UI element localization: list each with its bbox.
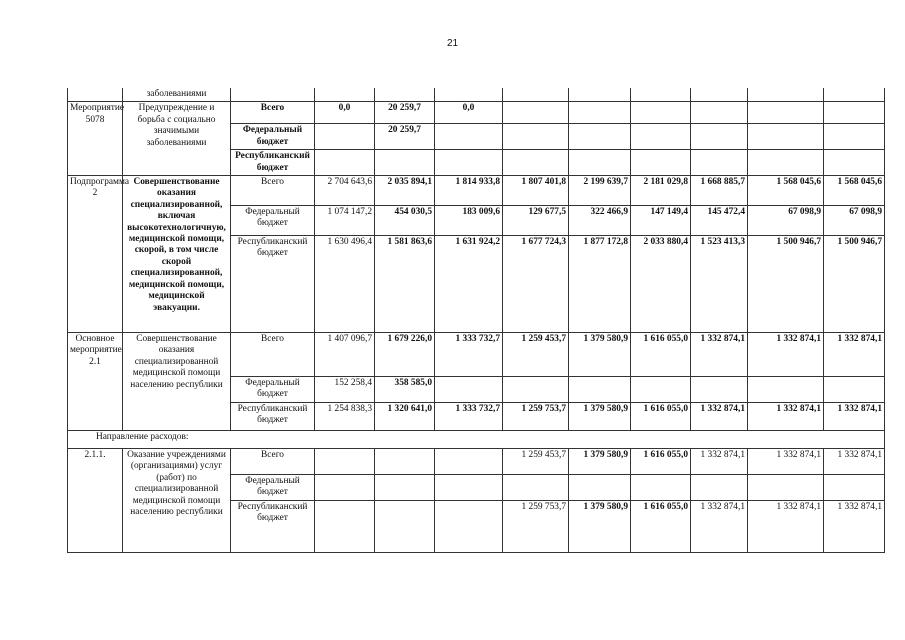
source-label: Всего bbox=[231, 176, 315, 206]
value-cell: 2 704 643,6 bbox=[315, 176, 375, 206]
value-cell bbox=[569, 150, 631, 176]
value-cell: 1 407 096,7 bbox=[315, 333, 375, 377]
continuation-text: заболеваниями bbox=[123, 88, 231, 102]
value-cell bbox=[824, 377, 885, 403]
value-cell bbox=[435, 377, 503, 403]
table-row bbox=[68, 176, 885, 206]
value-cell bbox=[824, 102, 885, 124]
value-cell: 1 320 641,0 bbox=[375, 403, 435, 431]
value-cell bbox=[748, 102, 824, 124]
value-cell: 358 585,0 bbox=[375, 377, 435, 403]
value-cell: 1 568 045,6 bbox=[824, 176, 885, 206]
row-name: Совершенствование оказания специализированной, включая высокотехнологичную, медицинской помощи, скорой, в том числе скорой специализированной, медицинской помощи, медицинской эвакуации. bbox=[123, 176, 231, 333]
source-label: Республиканский бюджет bbox=[231, 150, 315, 176]
value-cell bbox=[691, 124, 748, 150]
budget-table bbox=[67, 88, 885, 553]
value-cell: 1 877 172,8 bbox=[569, 236, 631, 333]
value-cell: 1 523 413,3 bbox=[691, 236, 748, 333]
value-cell bbox=[315, 475, 375, 501]
value-cell bbox=[631, 475, 691, 501]
value-cell bbox=[503, 150, 569, 176]
value-cell: 1 814 933,8 bbox=[435, 176, 503, 206]
value-cell: 1 332 874,1 bbox=[691, 449, 748, 475]
value-cell bbox=[375, 475, 435, 501]
value-cell bbox=[824, 124, 885, 150]
value-cell: 1 332 874,1 bbox=[748, 449, 824, 475]
value-cell: 1 668 885,7 bbox=[691, 176, 748, 206]
value-cell bbox=[748, 377, 824, 403]
value-cell: 1 333 732,7 bbox=[435, 333, 503, 377]
value-cell: 1 379 580,9 bbox=[569, 500, 631, 552]
value-cell bbox=[631, 102, 691, 124]
row-name: Предупреждение и борьба с социально значимыми заболеваниями bbox=[123, 102, 231, 176]
row-name: Совершенствование оказания специализированной медицинской помощи населению республики bbox=[123, 333, 231, 431]
value-cell: 1 616 055,0 bbox=[631, 500, 691, 552]
value-cell: 67 098,9 bbox=[824, 206, 885, 236]
value-cell bbox=[569, 102, 631, 124]
value-cell bbox=[435, 449, 503, 475]
value-cell bbox=[435, 150, 503, 176]
page-number: 21 bbox=[446, 38, 459, 49]
value-cell: 0,0 bbox=[315, 102, 375, 124]
value-cell: 1 332 874,1 bbox=[691, 333, 748, 377]
row-name: Оказание учреждениями (организациями) услуг (работ) по специализированной медицинской помощи населению республики bbox=[123, 449, 231, 553]
row-code: Основное мероприятие 2.1 bbox=[68, 333, 123, 431]
value-cell: 1 259 453,7 bbox=[503, 333, 569, 377]
value-cell bbox=[435, 500, 503, 552]
value-cell bbox=[569, 475, 631, 501]
source-label: Всего bbox=[231, 333, 315, 377]
value-cell: 1 581 863,6 bbox=[375, 236, 435, 333]
value-cell bbox=[435, 475, 503, 501]
value-cell bbox=[631, 124, 691, 150]
value-cell bbox=[375, 500, 435, 552]
value-cell: 1 259 753,7 bbox=[503, 403, 569, 431]
value-cell: 1 332 874,1 bbox=[824, 449, 885, 475]
value-cell: 1 379 580,9 bbox=[569, 403, 631, 431]
source-label: Республиканский бюджет bbox=[231, 236, 315, 333]
value-cell bbox=[691, 475, 748, 501]
source-label: Федеральный бюджет bbox=[231, 475, 315, 501]
value-cell bbox=[435, 124, 503, 150]
value-cell: 129 677,5 bbox=[503, 206, 569, 236]
value-cell bbox=[569, 377, 631, 403]
value-cell: 1 332 874,1 bbox=[748, 333, 824, 377]
row-code: Мероприятие 5078 bbox=[68, 102, 123, 176]
value-cell: 1 332 874,1 bbox=[824, 500, 885, 552]
value-cell: 147 149,4 bbox=[631, 206, 691, 236]
row-code: 2.1.1. bbox=[68, 449, 123, 553]
value-cell: 1 074 147,2 bbox=[315, 206, 375, 236]
value-cell: 1 333 732,7 bbox=[435, 403, 503, 431]
value-cell: 1 679 226,0 bbox=[375, 333, 435, 377]
value-cell: 1 259 453,7 bbox=[503, 449, 569, 475]
value-cell: 1 379 580,9 bbox=[569, 449, 631, 475]
value-cell: 1 259 753,7 bbox=[503, 500, 569, 552]
direction-label: Направление расходов: bbox=[68, 431, 885, 449]
value-cell: 20 259,7 bbox=[375, 124, 435, 150]
value-cell: 1 616 055,0 bbox=[631, 403, 691, 431]
value-cell bbox=[375, 150, 435, 176]
value-cell: 1 332 874,1 bbox=[824, 403, 885, 431]
source-label: Федеральный бюджет bbox=[231, 206, 315, 236]
continuation-row bbox=[68, 88, 885, 102]
value-cell: 1 332 874,1 bbox=[691, 500, 748, 552]
value-cell: 1 332 874,1 bbox=[691, 403, 748, 431]
value-cell bbox=[824, 475, 885, 501]
value-cell bbox=[315, 150, 375, 176]
value-cell bbox=[315, 124, 375, 150]
value-cell: 1 631 924,2 bbox=[435, 236, 503, 333]
value-cell bbox=[315, 500, 375, 552]
value-cell: 1 332 874,1 bbox=[748, 403, 824, 431]
value-cell: 1 332 874,1 bbox=[748, 500, 824, 552]
value-cell: 1 568 045,6 bbox=[748, 176, 824, 206]
value-cell: 1 630 496,4 bbox=[315, 236, 375, 333]
value-cell: 1 616 055,0 bbox=[631, 449, 691, 475]
value-cell bbox=[691, 150, 748, 176]
value-cell: 1 807 401,8 bbox=[503, 176, 569, 206]
value-cell: 1 677 724,3 bbox=[503, 236, 569, 333]
table-row bbox=[68, 333, 885, 377]
value-cell: 152 258,4 bbox=[315, 377, 375, 403]
value-cell: 20 259,7 bbox=[375, 102, 435, 124]
value-cell: 2 033 880,4 bbox=[631, 236, 691, 333]
value-cell bbox=[824, 150, 885, 176]
value-cell: 2 199 639,7 bbox=[569, 176, 631, 206]
value-cell: 1 500 946,7 bbox=[748, 236, 824, 333]
source-label: Всего bbox=[231, 449, 315, 475]
value-cell bbox=[569, 124, 631, 150]
value-cell bbox=[631, 377, 691, 403]
source-label: Республиканский бюджет bbox=[231, 403, 315, 431]
value-cell bbox=[748, 150, 824, 176]
value-cell bbox=[503, 377, 569, 403]
value-cell: 1 500 946,7 bbox=[824, 236, 885, 333]
value-cell: 67 098,9 bbox=[748, 206, 824, 236]
table-row bbox=[68, 449, 885, 475]
value-cell: 2 035 894,1 bbox=[375, 176, 435, 206]
value-cell: 454 030,5 bbox=[375, 206, 435, 236]
source-label: Всего bbox=[231, 102, 315, 124]
source-label: Федеральный бюджет bbox=[231, 124, 315, 150]
value-cell: 183 009,6 bbox=[435, 206, 503, 236]
direction-row bbox=[68, 431, 885, 449]
value-cell bbox=[691, 102, 748, 124]
value-cell bbox=[375, 449, 435, 475]
value-cell bbox=[315, 449, 375, 475]
value-cell: 1 254 838,3 bbox=[315, 403, 375, 431]
value-cell bbox=[503, 102, 569, 124]
row-code: Подпрограмма 2 bbox=[68, 176, 123, 333]
source-label: Республиканский бюджет bbox=[231, 500, 315, 552]
value-cell: 1 332 874,1 bbox=[824, 333, 885, 377]
value-cell: 145 472,4 bbox=[691, 206, 748, 236]
value-cell: 1 616 055,0 bbox=[631, 333, 691, 377]
value-cell: 0,0 bbox=[435, 102, 503, 124]
source-label: Федеральный бюджет bbox=[231, 377, 315, 403]
value-cell bbox=[503, 124, 569, 150]
value-cell bbox=[631, 150, 691, 176]
value-cell: 2 181 029,8 bbox=[631, 176, 691, 206]
value-cell bbox=[691, 377, 748, 403]
table-row bbox=[68, 102, 885, 124]
value-cell: 1 379 580,9 bbox=[569, 333, 631, 377]
value-cell bbox=[748, 475, 824, 501]
value-cell bbox=[503, 475, 569, 501]
value-cell: 322 466,9 bbox=[569, 206, 631, 236]
value-cell bbox=[748, 124, 824, 150]
